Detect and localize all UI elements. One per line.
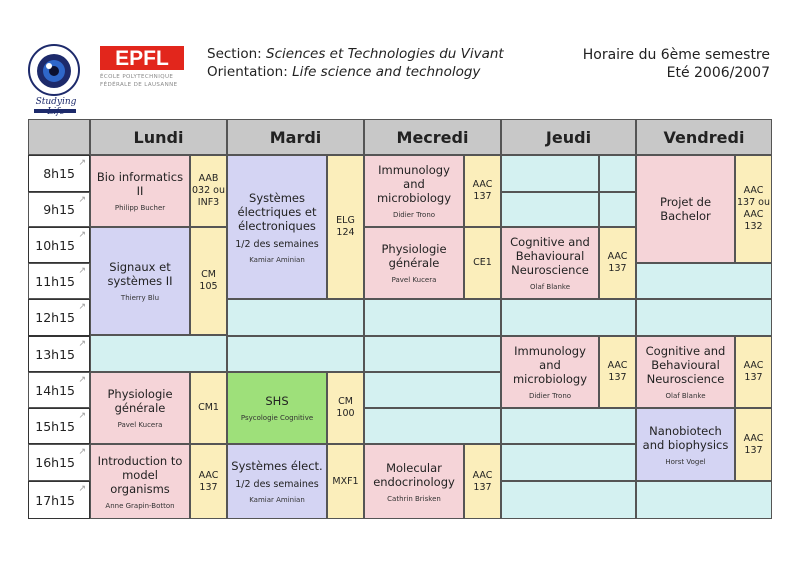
arrow-icon: ↗ — [78, 339, 86, 349]
course-block: Physiologie générale Pavel Kucera — [364, 227, 464, 299]
logo-underline — [34, 109, 76, 113]
epfl-subtitle: ÉCOLE POLYTECHNIQUE FÉDÉRALE DE LAUSANNE — [100, 74, 178, 88]
time-slot: 12h15 ↗ — [28, 299, 90, 336]
course-block: Bio informatics II Philipp Bucher — [90, 155, 190, 227]
empty-slot — [501, 481, 636, 519]
room-label: CM1 — [190, 372, 227, 444]
epfl-logo-icon — [100, 46, 184, 70]
arrow-icon: ↗ — [78, 447, 86, 457]
empty-slot — [90, 335, 227, 372]
room-label: AAC 137 — [190, 444, 227, 519]
room-label: CM 100 — [327, 372, 364, 444]
svg-text:EPFL: EPFL — [115, 47, 169, 70]
room-label: AAC 137 — [599, 227, 636, 299]
empty-slot — [364, 372, 501, 408]
arrow-icon: ↗ — [78, 158, 86, 168]
room-label: AAC 137 ou AAC 132 — [735, 155, 772, 263]
course-block: Signaux et systèmes II Thierry Blu — [90, 227, 190, 335]
arrow-icon: ↗ — [78, 266, 86, 276]
empty-slot — [364, 299, 501, 336]
empty-slot — [227, 336, 364, 372]
course-block: Systèmes électriques et électroniques 1/2 des semaines Kamiar Aminian — [227, 155, 327, 299]
empty-slot — [501, 408, 636, 444]
course-block: Cognitive and Behavioural Neuroscience Olaf Blanke — [636, 336, 735, 408]
timetable — [28, 119, 772, 519]
section-value: Sciences et Technologies du Vivant — [266, 46, 504, 62]
course-block: Molecular endocrinology Cathrin Brisken — [364, 444, 464, 519]
time-slot: 14h15 ↗ — [28, 372, 90, 408]
arrow-icon: ↗ — [78, 375, 86, 385]
day-header-lundi: Lundi — [90, 119, 227, 155]
day-header-mecredi: Mecredi — [364, 119, 501, 155]
room-label: MXF1 — [327, 444, 364, 519]
section-line — [207, 46, 504, 62]
room-label: AAC 137 — [464, 444, 501, 519]
room-label: AAB 032 ou INF3 — [190, 155, 227, 227]
time-slot: 8h15 ↗ — [28, 155, 90, 192]
schedule-title: Horaire du 6ème semestre — [582, 47, 770, 63]
arrow-icon: ↗ — [78, 195, 86, 205]
course-block: Introduction to model organisms Anne Grapin-Botton — [90, 444, 190, 519]
course-block: Immunology and microbiology Didier Trono — [364, 155, 464, 227]
day-header-vendredi: Vendredi — [636, 119, 772, 155]
arrow-icon: ↗ — [78, 230, 86, 240]
course-block: Systèmes élect. 1/2 des semaines Kamiar Aminian — [227, 444, 327, 519]
orientation-label: Orientation: — [207, 64, 288, 80]
room-label: CM 105 — [190, 227, 227, 335]
empty-slot — [636, 481, 772, 519]
day-header-mardi: Mardi — [227, 119, 364, 155]
empty-slot — [636, 299, 772, 336]
empty-slot — [599, 155, 636, 192]
empty-slot — [227, 299, 364, 336]
empty-slot — [501, 444, 636, 481]
room-label: ELG 124 — [327, 155, 364, 299]
room-label: AAC 137 — [464, 155, 501, 227]
empty-slot — [501, 155, 599, 192]
corner-cell — [28, 119, 90, 155]
time-slot: 10h15 ↗ — [28, 227, 90, 263]
time-slot: 11h15 ↗ — [28, 263, 90, 299]
course-block: Projet de Bachelor — [636, 155, 735, 263]
section-label: Section: — [207, 46, 262, 62]
empty-slot — [636, 263, 772, 299]
logo-caption: Studying — [35, 97, 77, 107]
course-block: Cognitive and Behavioural Neuroscience Olaf Blanke — [501, 227, 599, 299]
schedule-period: Eté 2006/2007 — [666, 65, 770, 81]
room-label: AAC 137 — [735, 336, 772, 408]
arrow-icon: ↗ — [78, 411, 86, 421]
course-block: Nanobiotech and biophysics Horst Vogel — [636, 408, 735, 481]
course-block: SHS Psycologie Cognitive — [227, 372, 327, 444]
room-label: CE1 — [464, 227, 501, 299]
eye-logo-icon — [28, 44, 80, 96]
empty-slot — [599, 192, 636, 227]
time-slot: 16h15 ↗ — [28, 444, 90, 481]
room-label: AAC 137 — [599, 336, 636, 408]
time-slot: 13h15 ↗ — [28, 336, 90, 372]
day-header-jeudi: Jeudi — [501, 119, 636, 155]
time-slot: 15h15 ↗ — [28, 408, 90, 444]
course-block: Physiologie générale Pavel Kucera — [90, 372, 190, 444]
empty-slot — [501, 299, 636, 336]
empty-slot — [501, 192, 599, 227]
orientation-line — [207, 64, 480, 80]
document-header — [0, 0, 800, 118]
orientation-value: Life science and technology — [292, 64, 481, 80]
empty-slot — [364, 408, 501, 444]
room-label: AAC 137 — [735, 408, 772, 481]
time-slot: 9h15 ↗ — [28, 192, 90, 227]
course-block: Immunology and microbiology Didier Trono — [501, 336, 599, 408]
arrow-icon: ↗ — [78, 484, 86, 494]
arrow-icon: ↗ — [78, 302, 86, 312]
empty-slot — [364, 336, 501, 372]
time-slot: 17h15 ↗ — [28, 481, 90, 519]
